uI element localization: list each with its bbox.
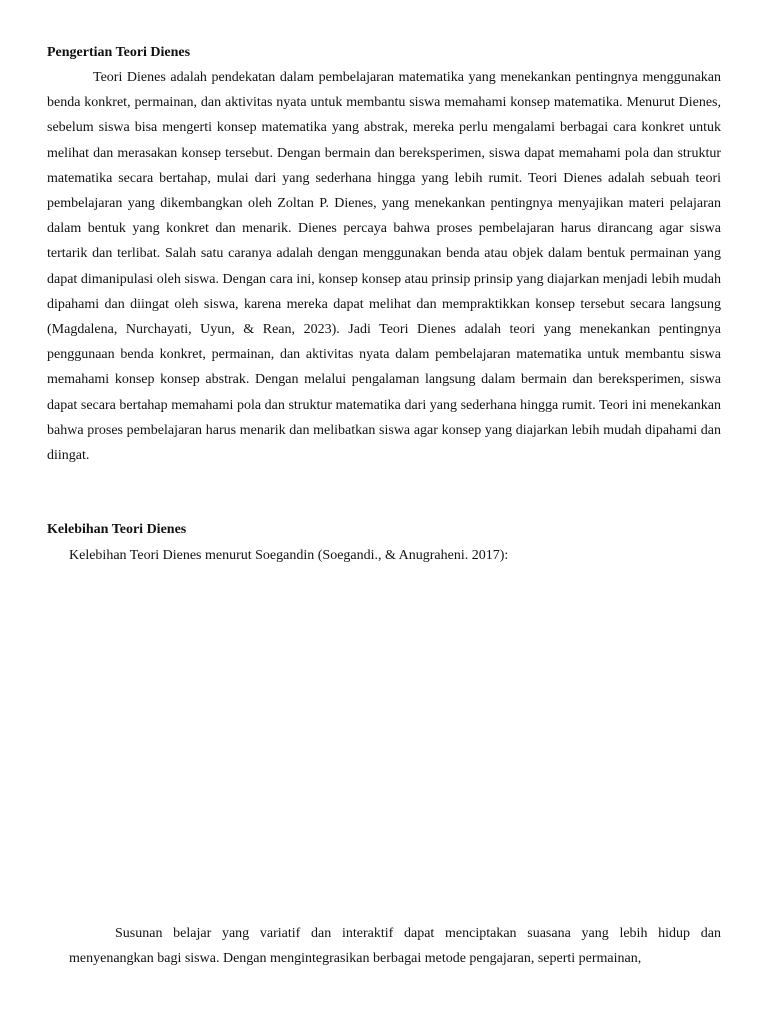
section-heading-pengertian: Pengertian Teori Dienes xyxy=(47,45,191,60)
kelebihan-intro-text: Kelebihan Teori Dienes menurut Soegandin (Soegandi., & Anugraheni. 2017): xyxy=(69,548,509,563)
section-heading-kelebihan: Kelebihan Teori Dienes xyxy=(47,522,187,537)
empty-figure-area xyxy=(47,575,721,915)
paragraph-pengertian: Teori Dienes adalah pendekatan dalam pembelajaran matematika yang menekankan pentingnya menggunakan benda konkret, permainan, dan aktivitas nyata untuk membantu siswa memahami konsep matematika. Menurut Dienes, sebelum siswa bisa mengerti konsep matematika yang abstrak, mereka perlu mengalami berbagai cara konkret untuk melihat dan merasakan konsep tersebut. Dengan bermain dan bereksperimen, siswa dapat memahami pola dan struktur matematika secara bertahap, mulai dari yang sederhana hingga yang lebih rumit. Teori Dienes adalah sebuah teori pembelajaran yang dikembangkan oleh Zoltan P. Dienes, yang menekankan pentingnya menyajikan materi pelajaran dalam bentuk yang konkret dan menarik. Dienes percaya bahwa proses pembelajaran harus dirancang agar siswa tertarik dan terlibat. Salah satu caranya adalah dengan menggunakan benda atau objek dalam bentuk permainan yang dapat dimanipulasi oleh siswa. Dengan cara ini, konsep konsep atau prinsip prinsip yang diajarkan menjadi lebih mudah dipahami dan diingat oleh siswa, karena mereka dapat melihat dan mempraktikkan konsep tersebut secara langsung (Magdalena, Nurchayati, Uyun, & Rean, 2023). Jadi Teori Dienes adalah teori yang menekankan pentingnya penggunaan benda konkret, permainan, dan aktivitas nyata dalam pembelajaran matematika untuk membantu siswa memahami konsep konsep abstrak. Dengan melalui pengalaman langsung dalam bermain dan bereksperimen, siswa dapat secara bertahap memahami pola dan struktur matematika dari yang sederhana hingga rumit. Teori ini menekankan bahwa proses pembelajaran harus menarik dan melibatkan siswa agar konsep yang diajarkan lebih mudah dipahami dan diingat. xyxy=(47,70,721,464)
paragraph-susunan-belajar: Susunan belajar yang variatif dan interaktif dapat menciptakan suasana yang lebih hidup dan menyenangkan bagi siswa. Dengan mengintegrasikan berbagai metode pengajaran, seperti permainan, xyxy=(69,926,721,967)
